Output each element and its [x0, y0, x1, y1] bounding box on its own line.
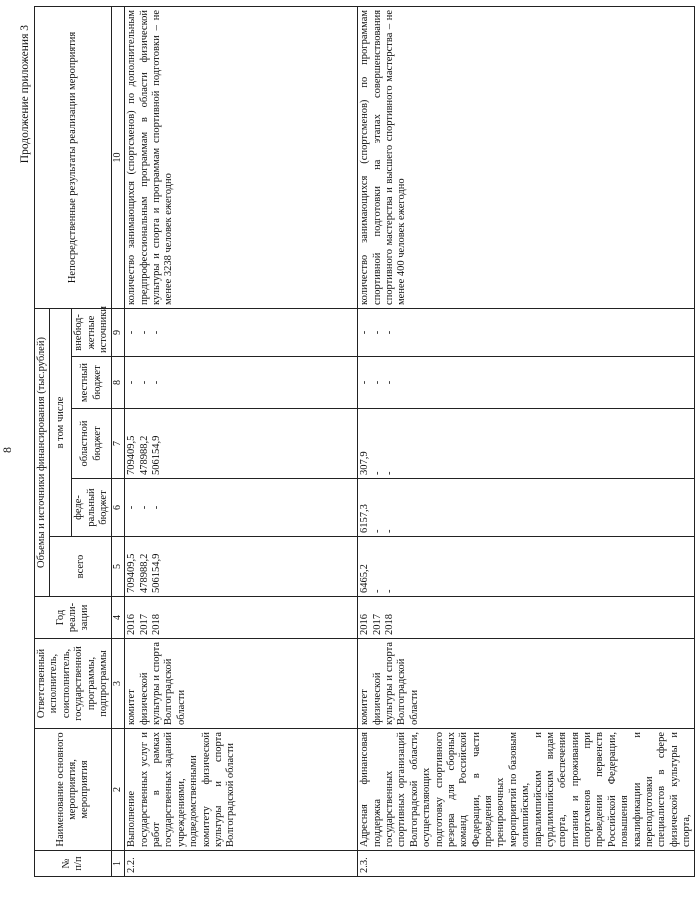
column-number: 1 — [112, 851, 125, 877]
column-number: 8 — [112, 357, 125, 409]
header-extra: внебюд-жетные источники — [72, 308, 112, 356]
row-local: - - - — [358, 357, 695, 409]
header-funding-group: Объемы и источники финансирования (тыс.рублей) — [35, 308, 50, 596]
appendix-caption: Продолжение приложения 3 — [19, 25, 31, 164]
header-name: Наименование основного мероприятия, мероприятия — [35, 729, 112, 851]
row-name: Адресная финансовая поддержка государственных спортивных организаций Волгоградской области, осуществляющих подготовку спортивного резерва для сборных команд Российской Федерации, в части проведения тренировочных мероприятий по базовым олимпийским, паралимпийским и сурдлимпийским видам спорта, обеспечения питания и проживания спортсменов при проведении первенств Российской Федерации, повышения квалификации и переподготовки специалистов в сфере физической культуры и спорта, — [358, 729, 695, 851]
row-federal: 6157,3 - - — [358, 479, 695, 537]
header-total: всего — [50, 537, 112, 597]
row-regional: 709409,5 478988,2 506154,9 — [125, 409, 358, 479]
row-regional: 307,9 - - — [358, 409, 695, 479]
row-extra: - - - — [358, 308, 695, 356]
row-executor: комитет физической культуры и спорта Волгоградской области — [125, 639, 358, 729]
column-number: 2 — [112, 729, 125, 851]
row-executor: комитет физической культуры и спорта Волгоградской области — [358, 639, 695, 729]
row-total: 6465,2 - - — [358, 537, 695, 597]
row-total: 709409,5 478988,2 506154,9 — [125, 537, 358, 597]
column-number: 4 — [112, 597, 125, 639]
row-result: количество занимающихся (спортсменов) по программам спортивной подготовки на этапах совершенствования спортивного мастерства и высшего спортивного мастерства – не менее 400 человек ежегодно — [358, 6, 695, 308]
header-no: № п/п — [35, 851, 112, 877]
header-local: местный бюджет — [72, 357, 112, 409]
row-name: Выполнение государственных услуг и работ в рамках государственных заданий учреждениями, подведомственными комитету физической культуры и спорта Волгоградской области — [125, 729, 358, 851]
funding-table — [34, 6, 695, 877]
row-extra: - - - — [125, 308, 358, 356]
column-number: 3 — [112, 639, 125, 729]
table-row — [358, 6, 695, 876]
row-local: - - - — [125, 357, 358, 409]
column-number: 10 — [112, 6, 125, 308]
row-number: 2.3. — [358, 851, 695, 877]
column-number: 5 — [112, 537, 125, 597]
header-executor: Ответственный исполнитель, соисполнитель, государственной программы, подпрограммы — [35, 639, 112, 729]
header-federal: феде-ральный бюджет — [72, 479, 112, 537]
row-years: 2016 2017 2018 — [358, 597, 695, 639]
header-year: Год реали-зации — [35, 597, 112, 639]
row-result: количество занимающихся (спортсменов) по дополнительным предпрофессиональным программам в области физической культуры и спорта и программам спортивной подготовки – не менее 3238 человек ежегодно — [125, 6, 358, 308]
row-federal: - - - — [125, 479, 358, 537]
column-number: 7 — [112, 409, 125, 479]
header-results: Непосредственные результаты реализации мероприятия — [35, 6, 112, 308]
column-number: 6 — [112, 479, 125, 537]
row-number: 2.2. — [125, 851, 358, 877]
table-row — [125, 6, 358, 876]
header-regional: областной бюджет — [72, 409, 112, 479]
header-incl: в том числе — [50, 308, 72, 536]
row-years: 2016 2017 2018 — [125, 597, 358, 639]
column-number: 9 — [112, 308, 125, 356]
page-number: 8 — [0, 447, 14, 453]
